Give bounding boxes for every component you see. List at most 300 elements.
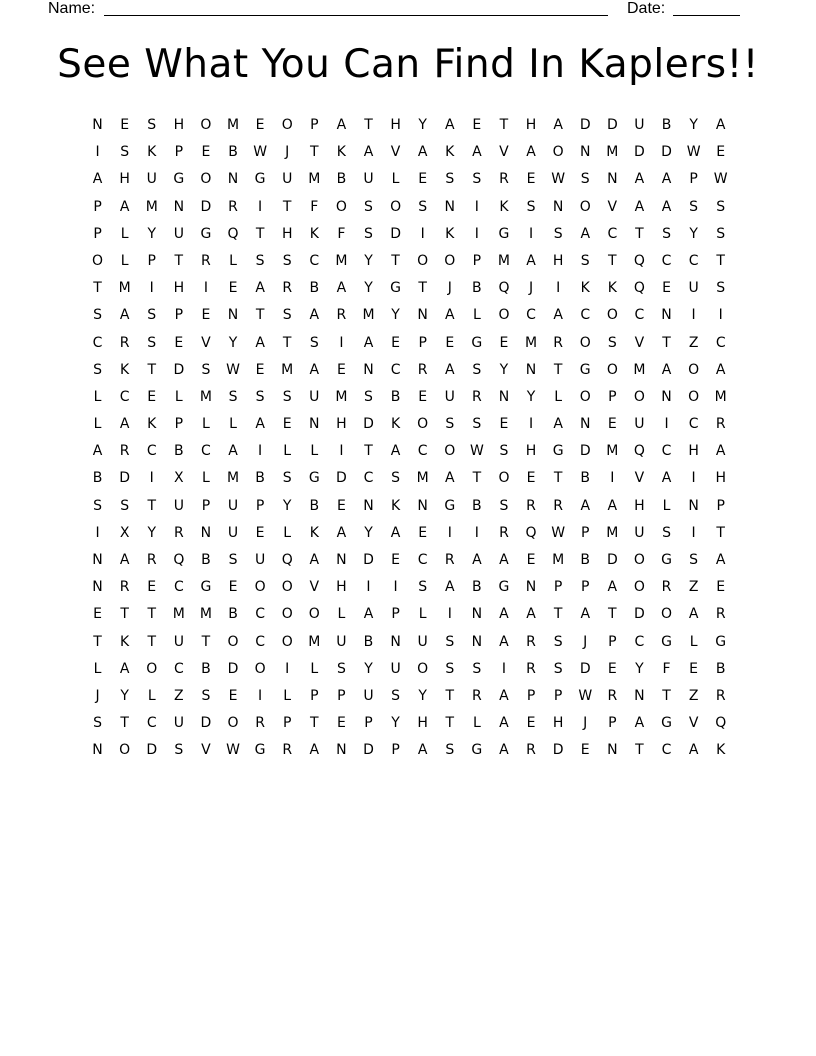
- grid-letter[interactable]: E: [418, 388, 428, 405]
- grid-letter[interactable]: Y: [689, 117, 698, 133]
- grid-letter[interactable]: R: [526, 633, 536, 650]
- grid-letter[interactable]: T: [635, 225, 644, 242]
- grid-letter[interactable]: C: [661, 252, 672, 269]
- grid-letter[interactable]: D: [634, 606, 645, 623]
- grid-letter[interactable]: N: [227, 171, 239, 188]
- grid-letter[interactable]: T: [147, 606, 157, 623]
- grid-letter[interactable]: U: [390, 660, 401, 677]
- grid-letter[interactable]: A: [309, 361, 320, 378]
- grid-letter[interactable]: A: [661, 361, 672, 378]
- grid-letter[interactable]: P: [391, 742, 400, 759]
- grid-letter[interactable]: S: [364, 388, 373, 405]
- grid-letter[interactable]: I: [528, 416, 534, 433]
- grid-letter[interactable]: S: [93, 361, 102, 378]
- grid-letter[interactable]: E: [93, 606, 102, 623]
- grid-letter[interactable]: H: [173, 117, 185, 133]
- grid-letter[interactable]: Q: [227, 225, 239, 242]
- grid-letter[interactable]: A: [472, 552, 482, 568]
- grid-letter[interactable]: R: [417, 361, 428, 378]
- grid-letter[interactable]: L: [662, 497, 671, 514]
- grid-letter[interactable]: N: [579, 144, 591, 161]
- grid-letter[interactable]: L: [120, 252, 129, 269]
- grid-letter[interactable]: P: [310, 687, 319, 704]
- grid-letter[interactable]: B: [255, 470, 265, 487]
- grid-letter[interactable]: A: [390, 443, 401, 460]
- grid-letter[interactable]: A: [363, 606, 374, 623]
- grid-letter[interactable]: P: [337, 687, 346, 704]
- grid-letter[interactable]: I: [258, 687, 263, 704]
- grid-letter[interactable]: I: [339, 443, 344, 460]
- grid-letter[interactable]: S: [282, 252, 292, 269]
- grid-letter[interactable]: K: [716, 742, 726, 759]
- grid-letter[interactable]: D: [634, 144, 645, 161]
- grid-letter[interactable]: N: [661, 307, 672, 324]
- grid-letter[interactable]: B: [715, 660, 726, 677]
- grid-letter[interactable]: Y: [147, 524, 157, 541]
- grid-letter[interactable]: R: [146, 552, 157, 568]
- grid-letter[interactable]: O: [661, 606, 673, 623]
- grid-letter[interactable]: L: [93, 388, 102, 405]
- grid-letter[interactable]: A: [526, 252, 536, 269]
- date-field[interactable]: [673, 15, 740, 16]
- grid-letter[interactable]: M: [525, 334, 538, 351]
- grid-letter[interactable]: C: [688, 416, 699, 433]
- grid-letter[interactable]: I: [420, 225, 425, 242]
- grid-letter[interactable]: Y: [120, 687, 129, 704]
- grid-letter[interactable]: C: [607, 225, 618, 242]
- grid-letter[interactable]: R: [499, 171, 509, 188]
- grid-letter[interactable]: A: [553, 416, 563, 433]
- grid-letter[interactable]: S: [147, 307, 157, 324]
- grid-letter[interactable]: P: [472, 252, 482, 269]
- grid-letter[interactable]: K: [336, 144, 346, 161]
- grid-letter[interactable]: O: [552, 144, 564, 161]
- grid-letter[interactable]: A: [661, 171, 672, 188]
- grid-letter[interactable]: M: [172, 606, 185, 623]
- grid-letter[interactable]: S: [228, 388, 238, 405]
- grid-letter[interactable]: N: [363, 361, 374, 378]
- grid-letter[interactable]: G: [200, 225, 212, 242]
- grid-letter[interactable]: A: [444, 579, 455, 596]
- grid-letter[interactable]: E: [716, 144, 726, 161]
- grid-letter[interactable]: C: [173, 660, 184, 677]
- grid-letter[interactable]: N: [336, 742, 347, 759]
- grid-letter[interactable]: G: [173, 171, 185, 188]
- grid-letter[interactable]: A: [417, 144, 428, 161]
- grid-letter[interactable]: T: [364, 443, 373, 460]
- grid-letter[interactable]: N: [173, 198, 185, 215]
- grid-letter[interactable]: A: [499, 606, 509, 623]
- grid-letter[interactable]: N: [336, 552, 347, 568]
- grid-letter[interactable]: G: [390, 280, 401, 297]
- grid-letter[interactable]: I: [366, 579, 371, 596]
- grid-letter[interactable]: S: [445, 171, 455, 188]
- grid-letter[interactable]: I: [691, 524, 696, 541]
- grid-letter[interactable]: P: [581, 579, 590, 596]
- grid-letter[interactable]: H: [336, 579, 347, 596]
- grid-letter[interactable]: O: [633, 552, 645, 568]
- grid-letter[interactable]: N: [661, 388, 672, 405]
- grid-letter[interactable]: R: [715, 606, 726, 623]
- grid-letter[interactable]: P: [174, 307, 184, 324]
- name-field[interactable]: [104, 15, 608, 16]
- grid-letter[interactable]: L: [283, 687, 292, 704]
- grid-letter[interactable]: A: [255, 334, 265, 351]
- grid-letter[interactable]: G: [661, 552, 672, 568]
- grid-letter[interactable]: T: [310, 715, 319, 732]
- grid-letter[interactable]: A: [580, 606, 591, 623]
- grid-letter[interactable]: T: [635, 742, 644, 759]
- grid-letter[interactable]: P: [553, 579, 563, 596]
- grid-letter[interactable]: Y: [228, 334, 238, 351]
- grid-letter[interactable]: T: [201, 633, 211, 650]
- grid-letter[interactable]: M: [226, 470, 240, 487]
- grid-letter[interactable]: K: [390, 416, 401, 433]
- grid-letter[interactable]: N: [390, 633, 401, 650]
- grid-letter[interactable]: R: [255, 715, 265, 732]
- grid-letter[interactable]: L: [202, 416, 210, 433]
- grid-letter[interactable]: Y: [391, 307, 400, 324]
- grid-letter[interactable]: R: [499, 524, 509, 541]
- grid-letter[interactable]: S: [689, 552, 699, 568]
- grid-letter[interactable]: R: [553, 334, 563, 351]
- grid-letter[interactable]: P: [174, 144, 184, 161]
- grid-letter[interactable]: A: [444, 361, 455, 378]
- grid-letter[interactable]: E: [662, 280, 671, 297]
- grid-letter[interactable]: O: [688, 361, 700, 378]
- grid-letter[interactable]: T: [418, 280, 427, 297]
- grid-letter[interactable]: D: [200, 198, 212, 215]
- grid-letter[interactable]: Q: [715, 715, 727, 732]
- grid-letter[interactable]: J: [285, 144, 290, 161]
- grid-letter[interactable]: P: [581, 524, 590, 541]
- grid-letter[interactable]: D: [579, 443, 591, 460]
- grid-letter[interactable]: N: [92, 552, 103, 568]
- grid-letter[interactable]: S: [282, 307, 292, 324]
- grid-letter[interactable]: O: [417, 416, 429, 433]
- grid-letter[interactable]: Y: [418, 687, 427, 704]
- grid-letter[interactable]: O: [146, 660, 158, 677]
- grid-letter[interactable]: H: [552, 252, 564, 269]
- grid-letter[interactable]: E: [391, 334, 400, 351]
- grid-letter[interactable]: M: [199, 606, 212, 623]
- grid-letter[interactable]: L: [472, 715, 481, 732]
- grid-letter[interactable]: S: [255, 252, 265, 269]
- grid-letter[interactable]: E: [716, 579, 726, 596]
- grid-letter[interactable]: T: [716, 252, 725, 269]
- grid-letter[interactable]: C: [715, 334, 726, 351]
- grid-letter[interactable]: N: [607, 742, 618, 759]
- grid-letter[interactable]: D: [579, 660, 591, 677]
- grid-letter[interactable]: M: [606, 524, 619, 541]
- grid-letter[interactable]: V: [390, 144, 401, 161]
- grid-letter[interactable]: S: [689, 198, 699, 215]
- grid-letter[interactable]: Z: [688, 579, 699, 596]
- grid-letter[interactable]: U: [444, 388, 455, 405]
- grid-letter[interactable]: A: [688, 742, 699, 759]
- grid-letter[interactable]: K: [390, 497, 401, 514]
- grid-letter[interactable]: S: [364, 225, 373, 242]
- grid-letter[interactable]: E: [499, 416, 509, 433]
- grid-letter[interactable]: S: [147, 117, 157, 133]
- grid-letter[interactable]: I: [95, 524, 100, 541]
- grid-letter[interactable]: U: [282, 171, 293, 188]
- grid-letter[interactable]: N: [579, 416, 591, 433]
- grid-letter[interactable]: O: [498, 470, 510, 487]
- grid-letter[interactable]: R: [471, 687, 482, 704]
- grid-letter[interactable]: P: [147, 252, 156, 269]
- grid-letter[interactable]: I: [691, 470, 696, 487]
- grid-letter[interactable]: G: [254, 742, 266, 759]
- grid-letter[interactable]: N: [634, 687, 645, 704]
- grid-letter[interactable]: M: [606, 443, 619, 460]
- grid-letter[interactable]: W: [551, 171, 566, 188]
- grid-letter[interactable]: D: [200, 715, 212, 732]
- grid-letter[interactable]: T: [174, 252, 184, 269]
- grid-letter[interactable]: I: [285, 660, 290, 677]
- grid-letter[interactable]: P: [255, 497, 265, 514]
- grid-letter[interactable]: E: [391, 552, 400, 568]
- grid-letter[interactable]: K: [120, 361, 130, 378]
- grid-letter[interactable]: S: [120, 497, 130, 514]
- grid-letter[interactable]: U: [336, 633, 347, 650]
- grid-letter[interactable]: P: [174, 416, 184, 433]
- grid-letter[interactable]: S: [553, 633, 563, 650]
- grid-letter[interactable]: R: [201, 252, 211, 269]
- grid-letter[interactable]: A: [499, 633, 509, 650]
- grid-letter[interactable]: D: [363, 416, 374, 433]
- grid-letter[interactable]: T: [255, 307, 265, 324]
- grid-letter[interactable]: B: [390, 388, 401, 405]
- grid-letter[interactable]: B: [472, 579, 482, 596]
- grid-letter[interactable]: G: [715, 633, 727, 650]
- grid-letter[interactable]: P: [310, 117, 319, 133]
- grid-letter[interactable]: S: [391, 687, 401, 704]
- grid-letter[interactable]: C: [390, 361, 401, 378]
- grid-letter[interactable]: G: [552, 443, 564, 460]
- grid-letter[interactable]: Y: [526, 388, 536, 405]
- grid-letter[interactable]: E: [228, 579, 238, 596]
- grid-letter[interactable]: M: [308, 171, 321, 188]
- grid-letter[interactable]: C: [255, 633, 265, 650]
- grid-letter[interactable]: C: [309, 252, 320, 269]
- grid-letter[interactable]: C: [634, 307, 645, 324]
- grid-letter[interactable]: W: [253, 144, 268, 161]
- grid-letter[interactable]: E: [147, 388, 157, 405]
- grid-letter[interactable]: B: [363, 633, 374, 650]
- grid-letter[interactable]: O: [254, 660, 266, 677]
- grid-letter[interactable]: N: [607, 171, 618, 188]
- grid-letter[interactable]: S: [364, 198, 373, 215]
- grid-letter[interactable]: W: [226, 361, 240, 378]
- grid-letter[interactable]: B: [201, 660, 211, 677]
- grid-letter[interactable]: S: [472, 171, 482, 188]
- grid-letter[interactable]: A: [607, 497, 618, 514]
- grid-letter[interactable]: U: [146, 171, 157, 188]
- grid-letter[interactable]: K: [309, 225, 319, 242]
- grid-letter[interactable]: I: [691, 307, 696, 324]
- grid-letter[interactable]: E: [228, 687, 238, 704]
- grid-letter[interactable]: L: [283, 443, 292, 460]
- grid-letter[interactable]: D: [227, 660, 239, 677]
- grid-letter[interactable]: W: [578, 687, 593, 704]
- grid-letter[interactable]: F: [310, 198, 319, 215]
- grid-letter[interactable]: L: [310, 443, 319, 460]
- grid-letter[interactable]: U: [254, 552, 266, 568]
- grid-letter[interactable]: N: [498, 388, 510, 405]
- grid-letter[interactable]: Y: [499, 361, 509, 378]
- grid-letter[interactable]: V: [634, 470, 645, 487]
- grid-letter[interactable]: I: [501, 660, 507, 677]
- grid-letter[interactable]: S: [580, 171, 590, 188]
- grid-letter[interactable]: O: [417, 252, 429, 269]
- grid-letter[interactable]: J: [583, 633, 588, 650]
- grid-letter[interactable]: P: [93, 198, 102, 215]
- grid-letter[interactable]: B: [92, 470, 103, 487]
- grid-letter[interactable]: S: [716, 198, 726, 215]
- grid-letter[interactable]: E: [201, 307, 211, 324]
- grid-letter[interactable]: S: [282, 388, 292, 405]
- grid-letter[interactable]: K: [147, 416, 157, 433]
- grid-letter[interactable]: D: [363, 742, 374, 759]
- grid-letter[interactable]: E: [336, 715, 346, 732]
- grid-letter[interactable]: Y: [689, 225, 698, 242]
- grid-letter[interactable]: Z: [688, 334, 699, 351]
- grid-letter[interactable]: N: [92, 742, 103, 759]
- grid-letter[interactable]: S: [147, 334, 157, 351]
- grid-letter[interactable]: V: [499, 144, 509, 161]
- grid-letter[interactable]: M: [335, 388, 348, 405]
- grid-letter[interactable]: P: [608, 715, 617, 732]
- grid-letter[interactable]: I: [474, 225, 479, 242]
- grid-letter[interactable]: A: [661, 470, 672, 487]
- grid-letter[interactable]: I: [718, 307, 723, 324]
- grid-letter[interactable]: H: [688, 443, 699, 460]
- grid-letter[interactable]: O: [606, 307, 618, 324]
- grid-letter[interactable]: L: [337, 606, 346, 623]
- grid-letter[interactable]: O: [200, 171, 212, 188]
- grid-letter[interactable]: I: [203, 280, 208, 297]
- grid-letter[interactable]: D: [552, 742, 564, 759]
- grid-letter[interactable]: R: [471, 388, 482, 405]
- grid-letter[interactable]: T: [282, 198, 292, 215]
- grid-letter[interactable]: P: [201, 497, 211, 514]
- grid-letter[interactable]: G: [444, 497, 456, 514]
- grid-letter[interactable]: C: [363, 470, 374, 487]
- grid-letter[interactable]: Y: [147, 225, 157, 242]
- grid-letter[interactable]: O: [498, 307, 510, 324]
- grid-letter[interactable]: L: [310, 660, 319, 677]
- grid-letter[interactable]: O: [579, 388, 591, 405]
- grid-letter[interactable]: E: [526, 171, 536, 188]
- grid-letter[interactable]: O: [119, 742, 131, 759]
- grid-letter[interactable]: F: [662, 660, 671, 677]
- grid-letter[interactable]: A: [336, 280, 347, 297]
- grid-letter[interactable]: S: [201, 361, 211, 378]
- grid-letter[interactable]: S: [499, 443, 509, 460]
- grid-letter[interactable]: G: [661, 715, 672, 732]
- grid-letter[interactable]: Q: [633, 443, 645, 460]
- grid-letter[interactable]: N: [417, 497, 428, 514]
- grid-letter[interactable]: E: [689, 660, 699, 677]
- grid-letter[interactable]: A: [336, 117, 347, 133]
- grid-letter[interactable]: S: [607, 334, 617, 351]
- grid-letter[interactable]: I: [258, 443, 263, 460]
- grid-letter[interactable]: U: [227, 524, 239, 541]
- grid-letter[interactable]: T: [472, 470, 482, 487]
- grid-letter[interactable]: R: [228, 198, 238, 215]
- grid-letter[interactable]: G: [661, 633, 672, 650]
- grid-letter[interactable]: D: [579, 117, 591, 133]
- grid-letter[interactable]: S: [472, 416, 482, 433]
- grid-letter[interactable]: W: [469, 443, 484, 460]
- grid-letter[interactable]: H: [281, 225, 293, 242]
- grid-letter[interactable]: E: [282, 416, 292, 433]
- grid-letter[interactable]: M: [606, 144, 619, 161]
- grid-letter[interactable]: T: [662, 334, 671, 351]
- grid-letter[interactable]: L: [174, 388, 183, 405]
- grid-letter[interactable]: C: [580, 307, 591, 324]
- grid-letter[interactable]: P: [526, 687, 536, 704]
- grid-letter[interactable]: T: [445, 687, 455, 704]
- grid-letter[interactable]: E: [228, 280, 238, 297]
- grid-letter[interactable]: A: [715, 117, 726, 133]
- grid-letter[interactable]: P: [418, 334, 427, 351]
- grid-letter[interactable]: I: [610, 470, 615, 487]
- grid-letter[interactable]: B: [472, 497, 482, 514]
- grid-letter[interactable]: B: [472, 280, 482, 297]
- grid-letter[interactable]: G: [471, 742, 483, 759]
- grid-letter[interactable]: K: [580, 280, 590, 297]
- grid-letter[interactable]: S: [120, 144, 130, 161]
- grid-letter[interactable]: C: [201, 443, 211, 460]
- grid-letter[interactable]: R: [444, 552, 455, 568]
- grid-letter[interactable]: Z: [688, 687, 699, 704]
- grid-letter[interactable]: C: [173, 579, 184, 596]
- grid-letter[interactable]: N: [363, 497, 374, 514]
- grid-letter[interactable]: S: [499, 497, 509, 514]
- grid-letter[interactable]: C: [417, 552, 428, 568]
- grid-letter[interactable]: A: [580, 225, 591, 242]
- grid-letter[interactable]: A: [309, 307, 320, 324]
- grid-letter[interactable]: M: [633, 361, 646, 378]
- grid-letter[interactable]: O: [579, 334, 591, 351]
- grid-letter[interactable]: O: [606, 361, 618, 378]
- grid-letter[interactable]: A: [526, 606, 536, 623]
- grid-letter[interactable]: A: [499, 715, 509, 732]
- grid-letter[interactable]: V: [201, 334, 211, 351]
- grid-letter[interactable]: C: [688, 252, 699, 269]
- grid-letter[interactable]: O: [444, 443, 456, 460]
- grid-letter[interactable]: A: [390, 524, 401, 541]
- grid-letter[interactable]: J: [95, 687, 100, 704]
- grid-letter[interactable]: M: [335, 252, 348, 269]
- grid-letter[interactable]: O: [200, 117, 212, 133]
- grid-letter[interactable]: R: [526, 742, 536, 759]
- grid-letter[interactable]: L: [391, 171, 400, 188]
- grid-letter[interactable]: I: [528, 225, 534, 242]
- grid-letter[interactable]: T: [93, 633, 102, 650]
- grid-letter[interactable]: I: [474, 524, 479, 541]
- grid-letter[interactable]: U: [173, 715, 184, 732]
- grid-letter[interactable]: N: [444, 198, 455, 215]
- grid-letter[interactable]: V: [634, 334, 645, 351]
- grid-letter[interactable]: W: [686, 144, 701, 161]
- grid-letter[interactable]: B: [580, 552, 591, 568]
- grid-letter[interactable]: P: [689, 171, 698, 188]
- grid-letter[interactable]: S: [418, 579, 428, 596]
- grid-letter[interactable]: C: [661, 443, 672, 460]
